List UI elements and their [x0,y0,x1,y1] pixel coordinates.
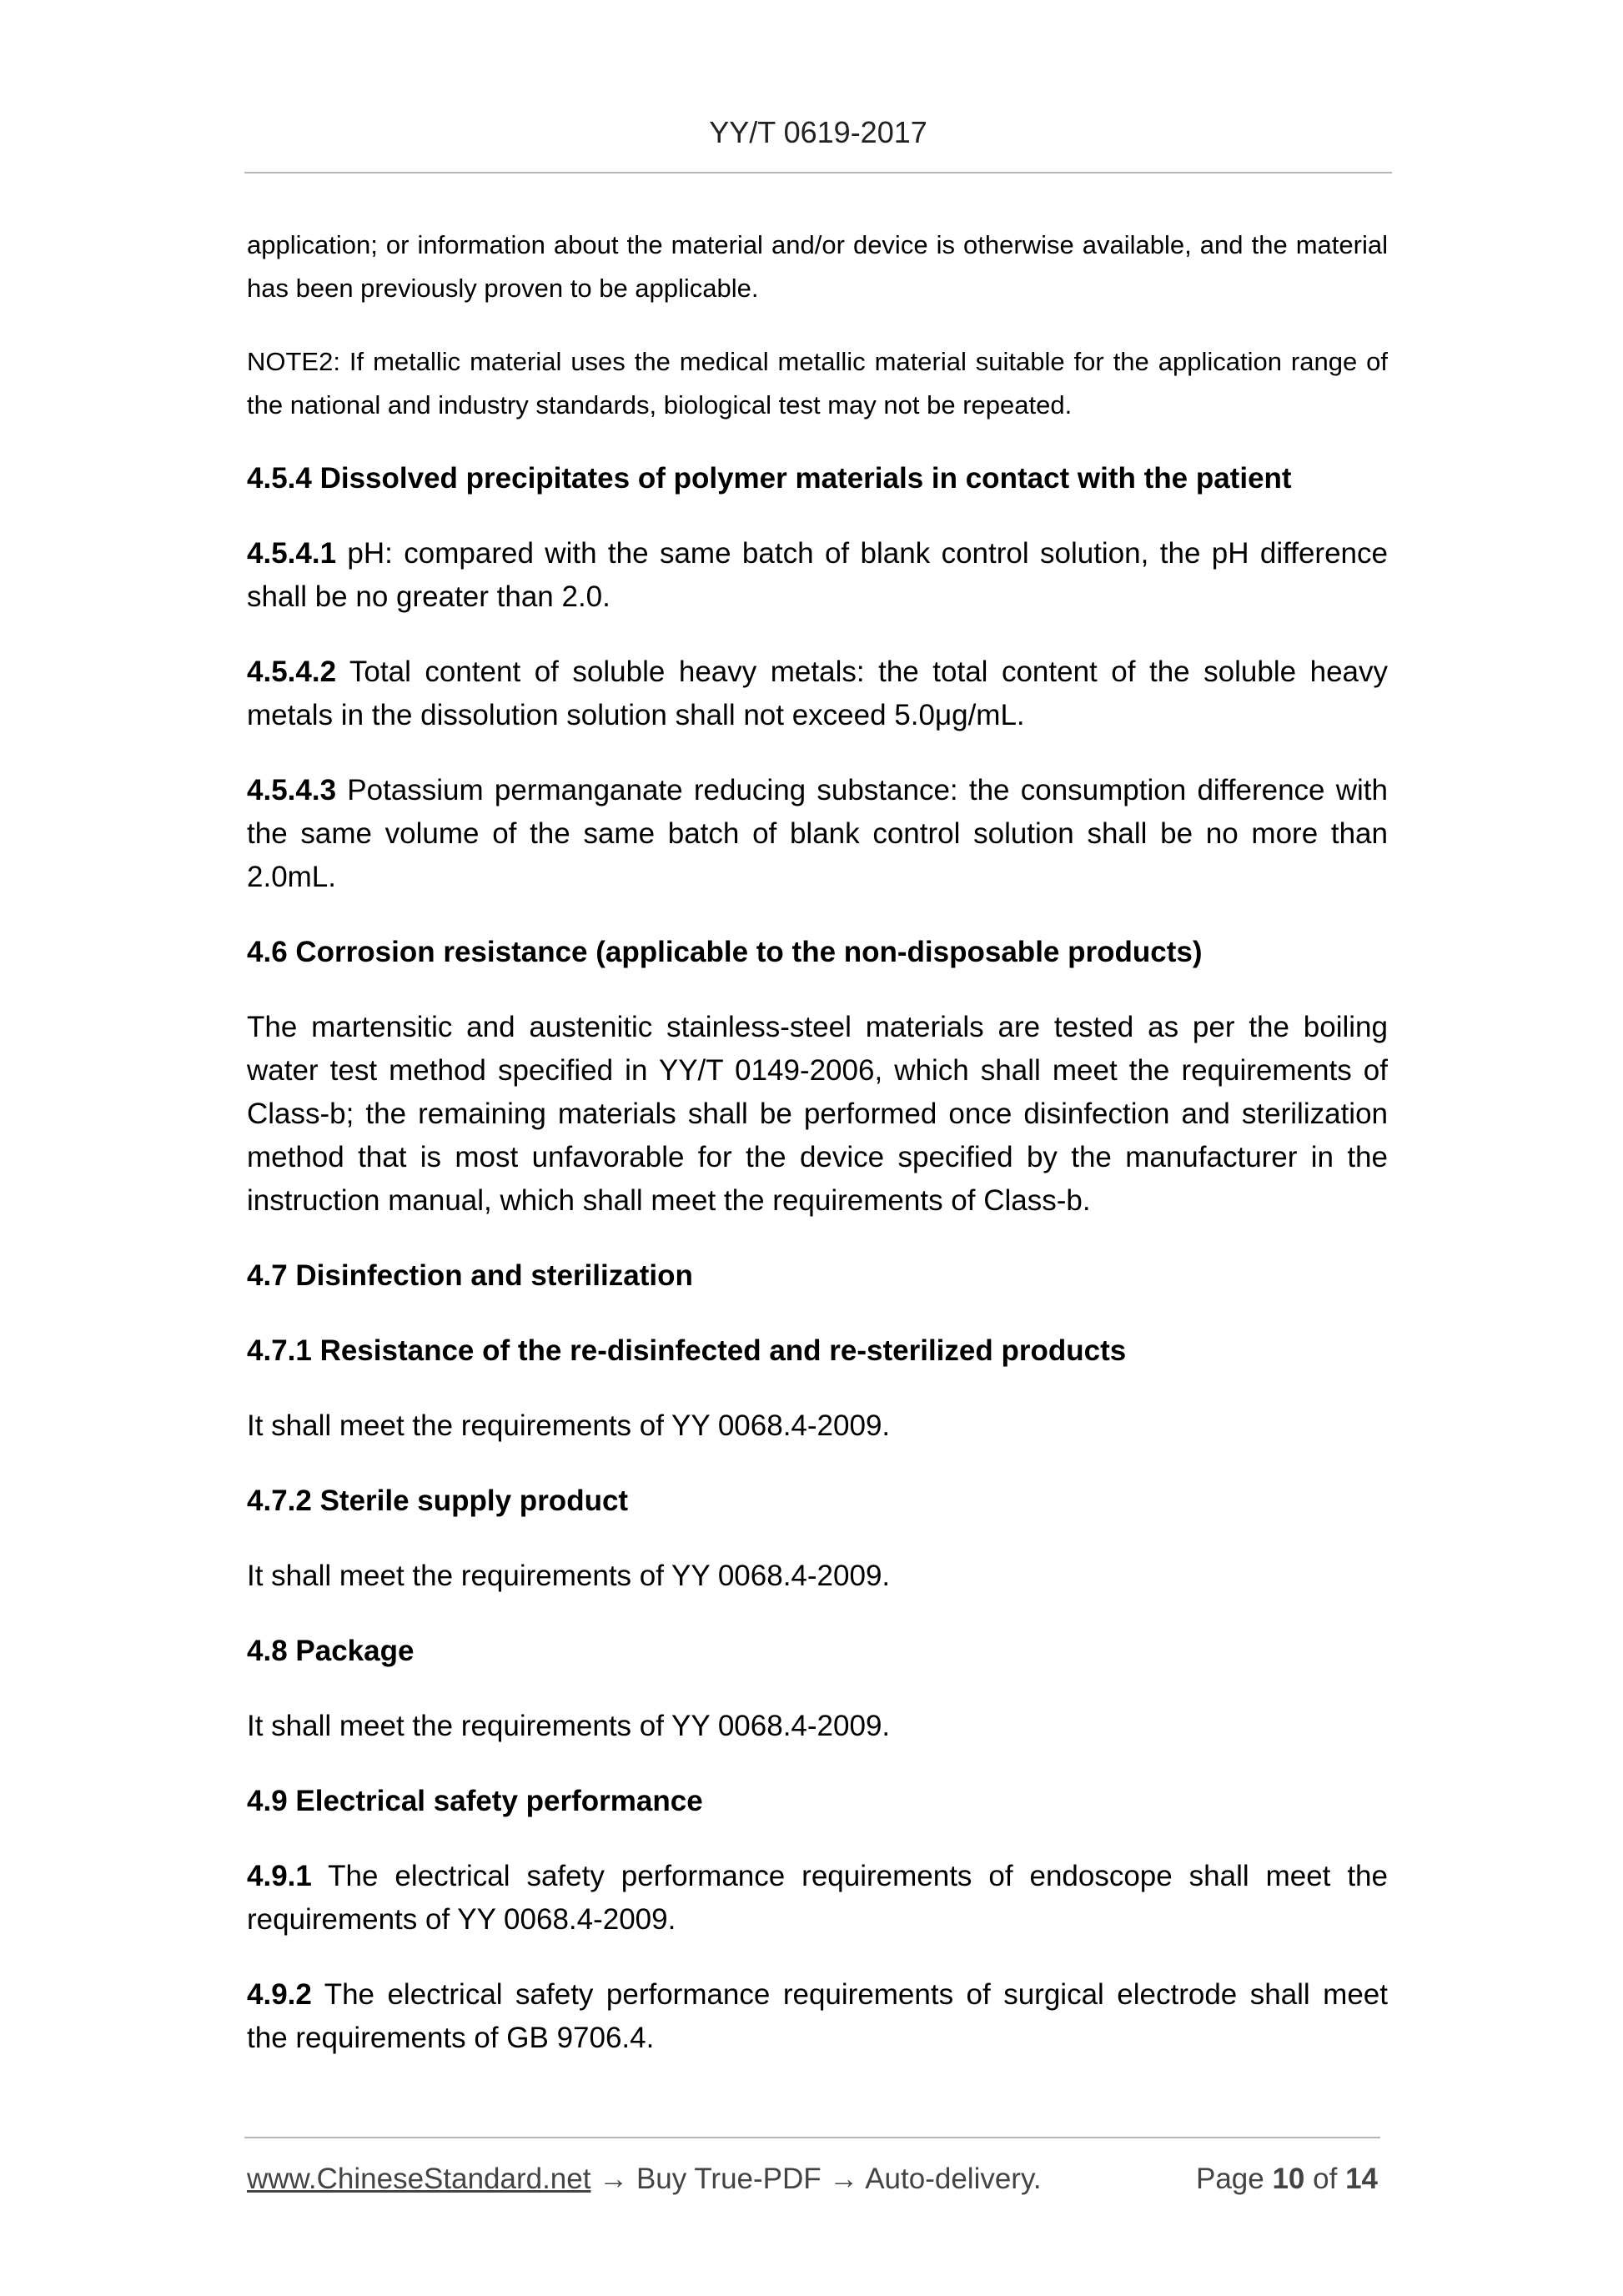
clause-number: 4.5.4.3 [247,774,337,806]
section-heading-4-7-1: 4.7.1 Resistance of the re-disinfected and re-sterilized products [247,1334,1127,1367]
note-text: NOTE2: If metallic material uses the medical metallic material suitable for the application range of the national and industry standards, biological test may not be repeated. [247,347,1388,420]
clause-text: The electrical safety performance requirements of surgical electrode shall meet the requirements of GB 9706.4. [247,1978,1388,2054]
delivery-text: Auto-delivery. [865,2163,1042,2195]
section-heading-4-9: 4.9 Electrical safety performance [247,1785,703,1817]
current-page-number: 10 [1272,2163,1305,2195]
footer-divider [244,2137,1380,2138]
page-indicator [1196,2158,1378,2200]
document-body [247,224,1388,2060]
clause-text: pH: compared with the same batch of blank control solution, the pH difference shall be no greater than 2.0. [247,537,1388,613]
paragraph-text: application; or information about the material and/or device is otherwise available, and the material has been previously proven to be applicable. [247,230,1388,303]
section-heading-4-7: 4.7 Disinfection and sterilization [247,1259,693,1292]
clause-text: The electrical safety performance requirements of endoscope shall meet the requirements of YY 0068.4-2009. [247,1860,1388,1936]
clause-4-5-4-2 [247,651,1388,737]
clause-number: 4.9.1 [247,1860,312,1892]
arrow-icon: → [599,2163,629,2195]
clause-4-5-4-3 [247,769,1388,899]
section-heading-4-5-4: 4.5.4 Dissolved precipitates of polymer materials in contact with the patient [247,462,1292,495]
paragraph-4-6: The martensitic and austenitic stainless-steel materials are tested as per the boiling water test method specified in YY/T 0149-2006, which shall meet the requirements of Class-b; the remaining materials shall be performed once disinfection and sterilization method that is most unfavorable for the device specified by the manufacturer in the instruction manual, which shall meet the requirements of Class-b. [247,1011,1388,1217]
page-label: Page [1195,2163,1264,2195]
clause-text: Total content of soluble heavy metals: the total content of the soluble heavy metals in the dissolution solution shall not exceed 5.0μg/mL. [247,656,1388,731]
header-divider [244,172,1392,173]
clause-number: 4.5.4.1 [247,537,337,570]
website-link[interactable]: www.ChineseStandard.net [247,2163,591,2195]
paragraph-continuation [247,224,1388,310]
note-paragraph [247,340,1388,427]
buy-text: Buy True-PDF [636,2163,822,2195]
arrow-icon: → [829,2163,859,2195]
of-label: of [1313,2163,1338,2195]
page-header-title: YY/T 0619-2017 [709,115,927,149]
clause-text: Potassium permanganate reducing substance: the consumption difference with the same volume of the same batch of blank control solution shall be no more than 2.0mL. [247,774,1388,893]
section-heading-4-6: 4.6 Corrosion resistance (applicable to the non-disposable products) [247,936,1203,968]
page-footer [247,2158,1378,2200]
clause-4-9-1 [247,1855,1388,1942]
section-heading-4-8: 4.8 Package [247,1635,415,1667]
paragraph-4-7-2: It shall meet the requirements of YY 0068.4-2009. [247,1560,891,1592]
clause-4-9-2 [247,1973,1388,2060]
section-heading-4-7-2: 4.7.2 Sterile supply product [247,1485,629,1517]
total-pages-number: 14 [1345,2163,1378,2195]
paragraph-4-7-1: It shall meet the requirements of YY 0068.4-2009. [247,1409,891,1442]
footer-promo [247,2158,1042,2200]
paragraph-4-8: It shall meet the requirements of YY 0068.4-2009. [247,1710,891,1742]
clause-number: 4.5.4.2 [247,656,337,688]
clause-number: 4.9.2 [247,1978,312,2011]
clause-4-5-4-1 [247,532,1388,619]
